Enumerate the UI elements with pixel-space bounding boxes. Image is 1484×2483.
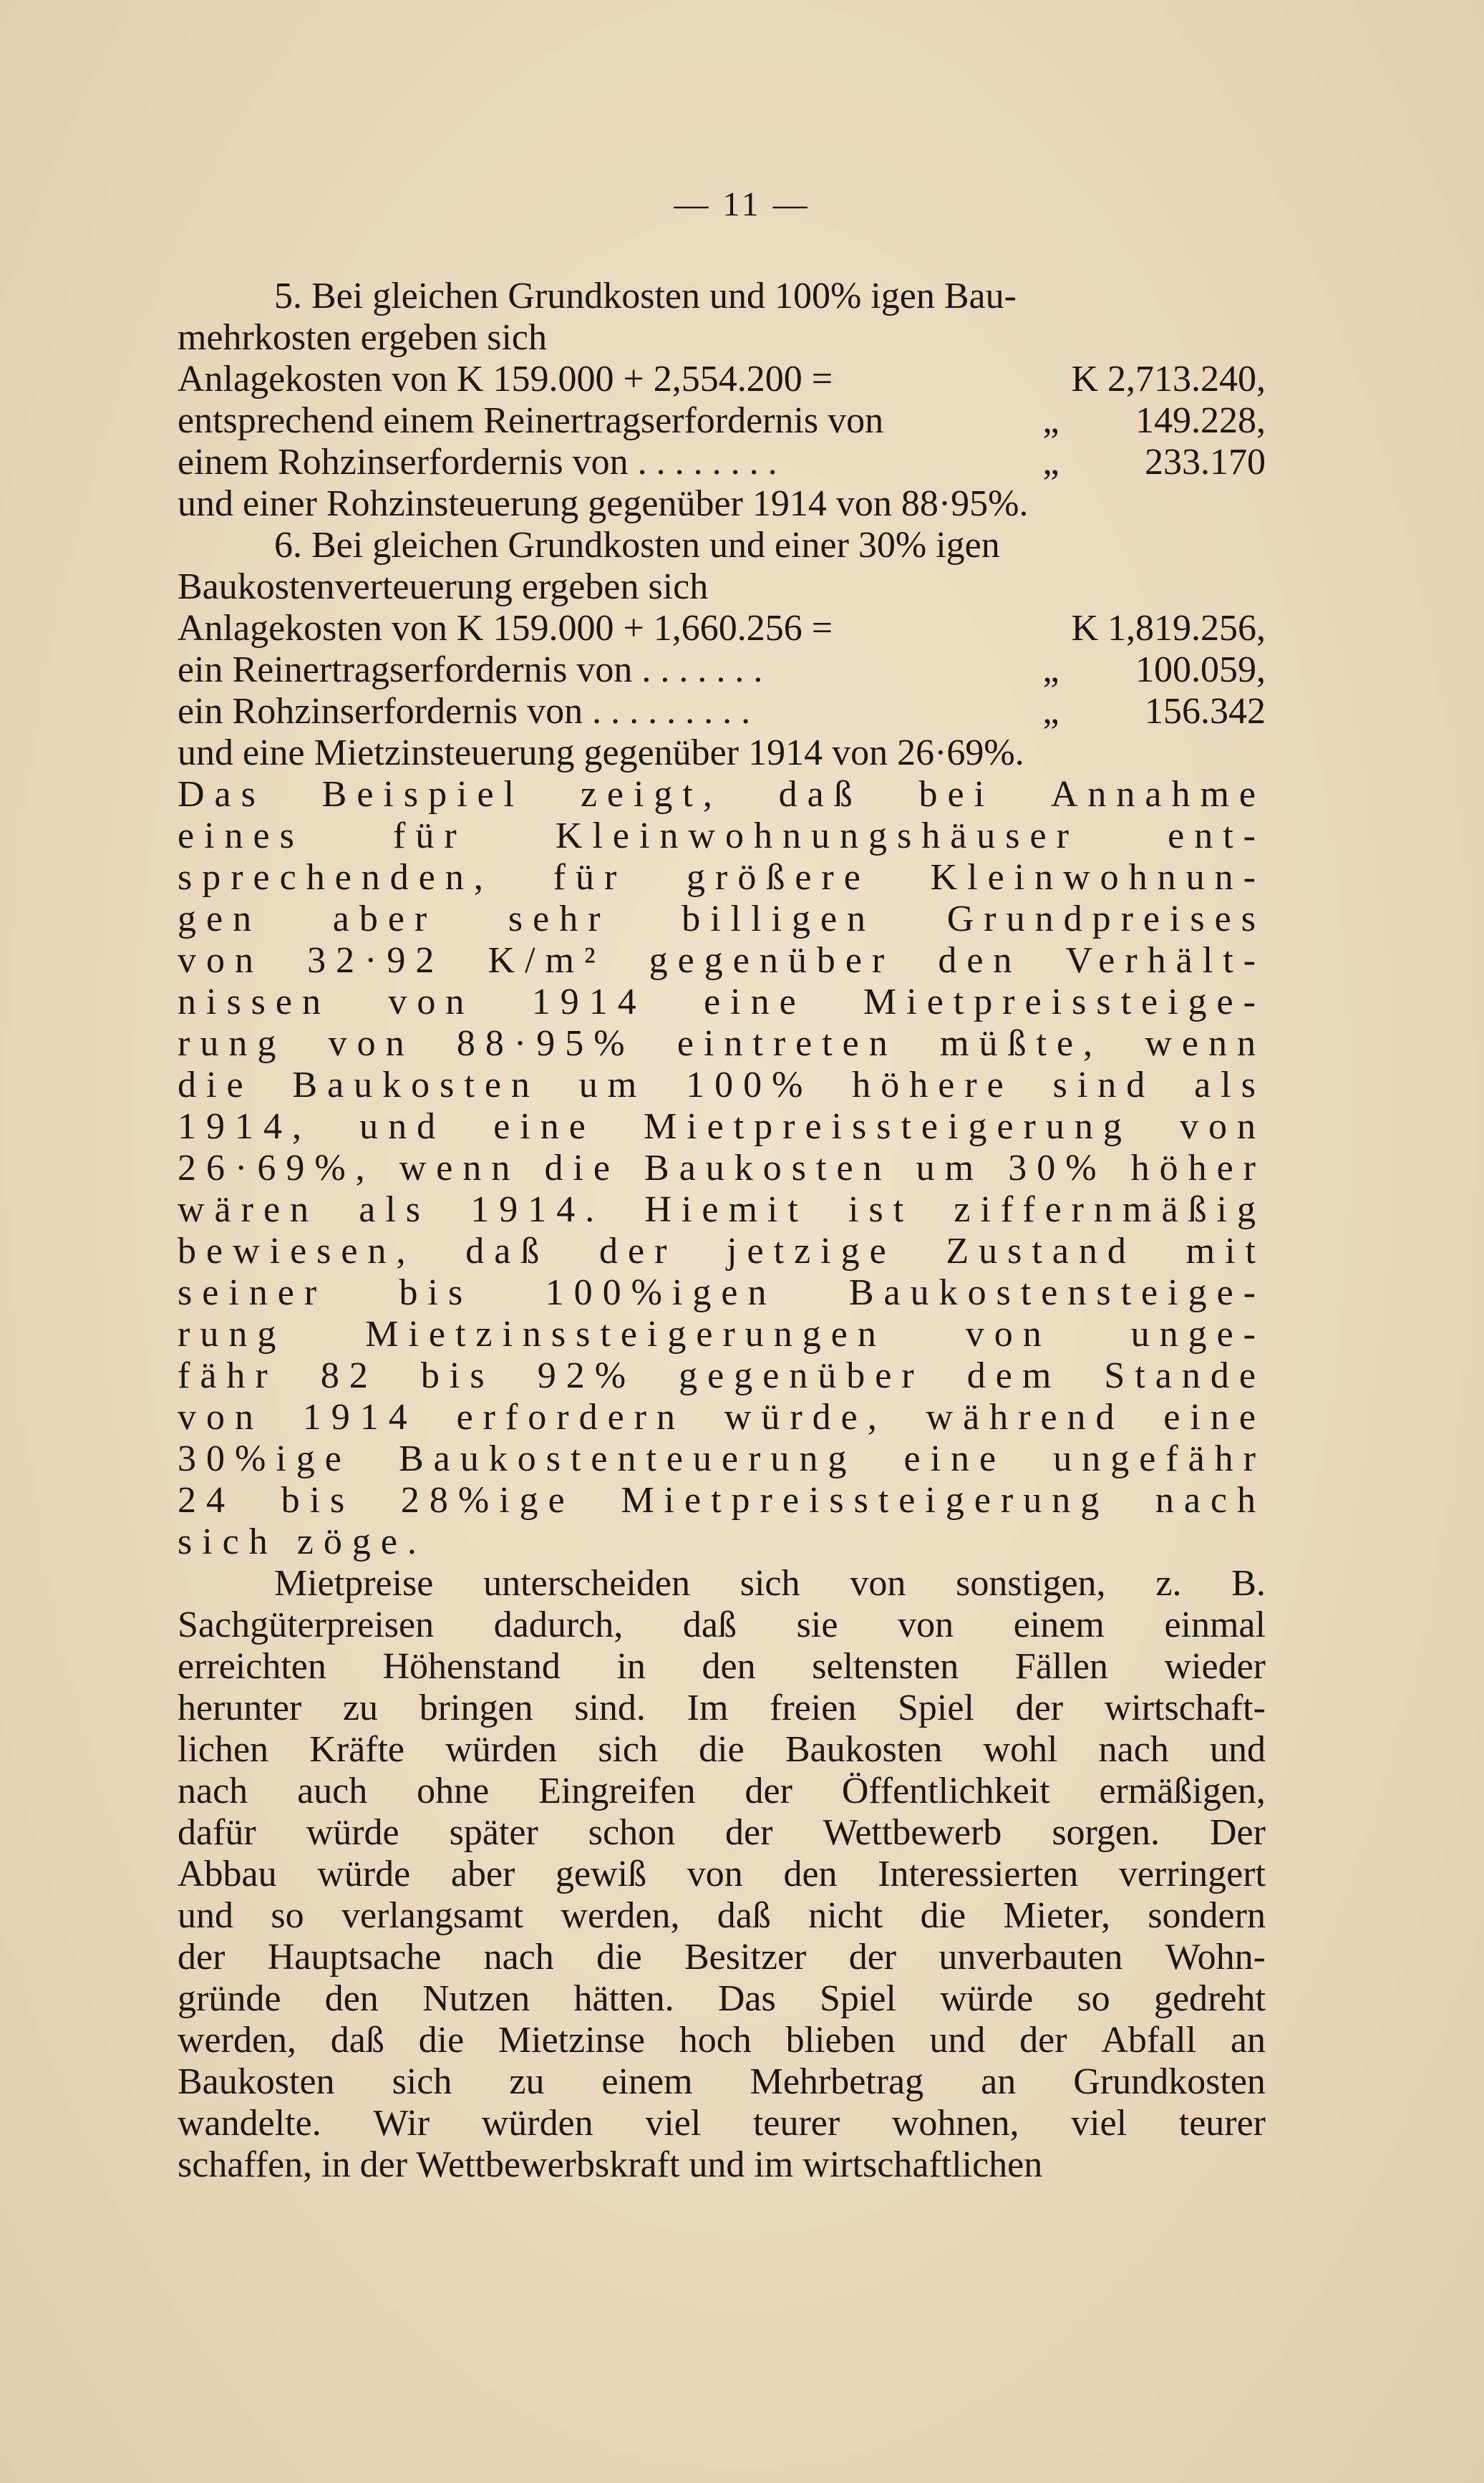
calc6-row-1-value: K 1,819.256, — [1071, 608, 1266, 649]
calc6-row-3-value: 156.342 — [1145, 691, 1266, 732]
calc6-row-1-label: Anlagekosten von K 159.000 + 1,660.256 = — [178, 608, 833, 649]
closing-line: lichen Kräfte würden sich die Baukosten wohl nach und — [178, 1729, 1266, 1770]
calc5-row-1-value: K 2,713.240, — [1071, 359, 1266, 400]
calc5-closing: und einer Rohzinsteuerung gegenüber 1914 von 88·95%. — [178, 483, 1029, 524]
closing-line: werden, daß die Mietzinse hoch blieben und der Abfall an — [178, 2020, 1266, 2061]
spaced-line: eines für Kleinwohnungshäuser ent- — [178, 815, 1266, 856]
closing-line: gründe den Nutzen hätten. Das Spiel würde so gedreht — [178, 1978, 1266, 2019]
calc5-row-1-label: Anlagekosten von K 159.000 + 2,554.200 = — [178, 359, 833, 400]
spaced-line: fähr 82 bis 92% gegenüber dem Stande — [178, 1355, 1266, 1396]
calc5-row-2-value: 149.228, — [1135, 400, 1266, 441]
closing-line: dafür würde später schon der Wettbewerb sorgen. Der — [178, 1812, 1266, 1853]
calc6-intro-a: 6. Bei gleichen Grundkosten und einer 30% igen — [274, 525, 1000, 566]
spaced-line: Das Beispiel zeigt, daß bei Annahme — [178, 774, 1266, 815]
calc5-row-3-value: 233.170 — [1145, 442, 1266, 483]
calc6-row-2-label: ein Reinertragserfordernis von . . . . . . . — [178, 649, 763, 690]
closing-line: Abbau würde aber gewiß von den Interessierten verringert — [178, 1854, 1266, 1894]
calc5-row-2-label: entsprechend einem Reinertragserfordernis von — [178, 400, 884, 441]
spaced-line: 24 bis 28%ige Mietpreissteigerung nach — [178, 1480, 1266, 1521]
calc6-row-2-value: 100.059, — [1135, 649, 1266, 690]
calc6-row-3-label: ein Rohzinserfordernis von . . . . . . . . . — [178, 691, 751, 732]
closing-line: herunter zu bringen sind. Im freien Spiel der wirtschaft- — [178, 1688, 1266, 1728]
closing-line: nach auch ohne Eingreifen der Öffentlichkeit ermäßigen, — [178, 1771, 1266, 1811]
closing-paragraph — [178, 1563, 1266, 2186]
calc6-row-1 — [178, 608, 1266, 649]
calc6-row-2-ditto: „ — [1042, 649, 1059, 690]
spaced-line: sich zöge. — [178, 1521, 427, 1562]
spaced-line: 30%ige Baukostenteuerung eine ungefähr — [178, 1438, 1266, 1479]
spaced-line: 1914, und eine Mietpreissteigerung von — [178, 1106, 1266, 1147]
text-block — [178, 276, 1266, 2186]
calc6-closing: und eine Mietzinsteuerung gegenüber 1914 von 26·69%. — [178, 732, 1024, 773]
spaced-line: seiner bis 100%igen Baukostensteige- — [178, 1272, 1266, 1313]
closing-line: erreichten Höhenstand in den seltensten Fällen wieder — [178, 1646, 1266, 1687]
spaced-line: sprechenden, für größere Kleinwohnun- — [178, 857, 1266, 898]
closing-line: und so verlangsamt werden, daß nicht die Mieter, sondern — [178, 1895, 1266, 1936]
closing-line: wandelte. Wir würden viel teurer wohnen, viel teurer — [178, 2103, 1266, 2144]
closing-line: Mietpreise unterscheiden sich von sonstigen, z. B. — [274, 1563, 1266, 1604]
calc5-row-3 — [178, 442, 1266, 483]
closing-line: der Hauptsache nach die Besitzer der unverbauten Wohn- — [178, 1937, 1266, 1978]
calc5-row-2-ditto: „ — [1042, 400, 1059, 441]
calc5-intro-a: 5. Bei gleichen Grundkosten und 100% igen Bau- — [274, 276, 1017, 316]
calc6-row-3-ditto: „ — [1042, 691, 1059, 732]
calc5-row-2 — [178, 400, 1266, 442]
spaced-paragraph — [178, 774, 1266, 1563]
calc6-row-2 — [178, 649, 1266, 691]
spaced-line: die Baukosten um 100% höhere sind als — [178, 1065, 1266, 1105]
spaced-line: von 1914 erfordern würde, während eine — [178, 1397, 1266, 1438]
spaced-line: bewiesen, daß der jetzige Zustand mit — [178, 1231, 1266, 1272]
spaced-line: 26·69%, wenn die Baukosten um 30% höher — [178, 1148, 1266, 1189]
calc5-row-3-label: einem Rohzinserfordernis von . . . . . . . . — [178, 442, 777, 483]
spaced-line: rung von 88·95% eintreten müßte, wenn — [178, 1023, 1266, 1064]
closing-line: Sachgüterpreisen dadurch, daß sie von einem einmal — [178, 1604, 1266, 1645]
spaced-line: gen aber sehr billigen Grundpreises — [178, 899, 1266, 939]
calc5-intro-b: mehrkosten ergeben sich — [178, 317, 547, 358]
closing-line: schaffen, in der Wettbewerbskraft und im wirtschaftlichen — [178, 2144, 1043, 2185]
spaced-line: rung Mietzinssteigerungen von unge- — [178, 1314, 1266, 1355]
calc6-intro-b: Baukostenverteuerung ergeben sich — [178, 566, 709, 607]
calc5-row-1 — [178, 359, 1266, 400]
closing-line: Baukosten sich zu einem Mehrbetrag an Grundkosten — [178, 2061, 1266, 2102]
calc6-row-3 — [178, 691, 1266, 732]
calc5-row-3-ditto: „ — [1042, 442, 1059, 483]
spaced-line: nissen von 1914 eine Mietpreissteige- — [178, 982, 1266, 1022]
spaced-line: wären als 1914. Hiemit ist ziffernmäßig — [178, 1189, 1266, 1230]
page-number: — 11 — — [674, 185, 810, 223]
spaced-line: von 32·92 K/m² gegenüber den Verhält- — [178, 940, 1266, 981]
